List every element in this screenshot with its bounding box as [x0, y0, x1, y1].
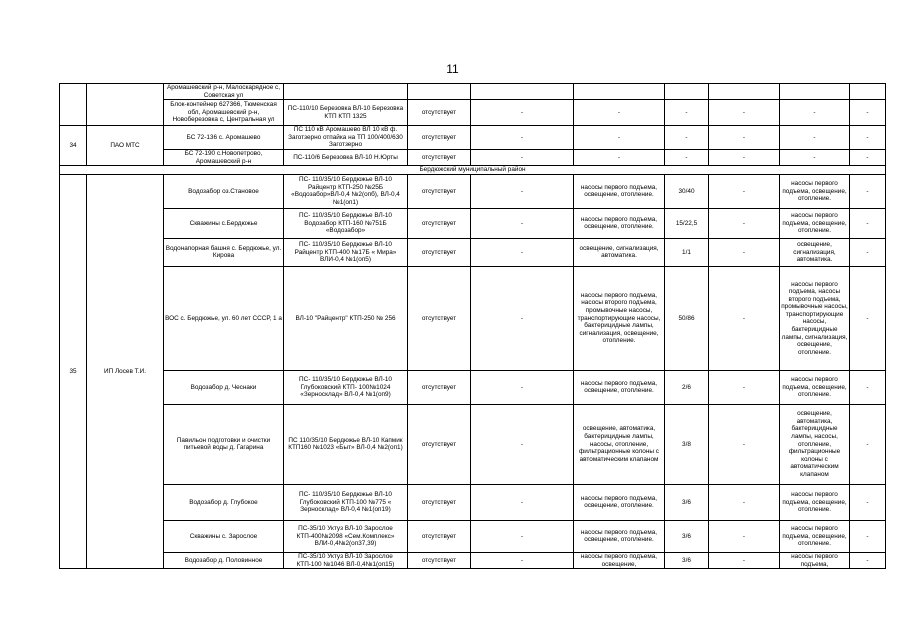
- col9-cell: -: [709, 484, 780, 520]
- col11-cell: -: [850, 174, 886, 208]
- power-cell: 50/86: [665, 266, 709, 370]
- col11-cell: -: [850, 484, 886, 520]
- col6-cell: [471, 84, 574, 100]
- equipment-cell: освещение, сигнализация, автоматика.: [574, 238, 665, 266]
- reserve-cell: отсутствует: [408, 484, 471, 520]
- source-cell: ПС- 110/35/10 Бердюжье ВЛ-10 Райцентр КТП-250 №25Б «Водозабор»ВЛ-0,4 №2(опб), ВЛ-0,4 №1(оп1): [284, 174, 408, 208]
- col11-cell: -: [850, 238, 886, 266]
- table-row: [60, 370, 886, 404]
- col11-cell: -: [850, 370, 886, 404]
- row-number-cell: 35: [60, 174, 87, 568]
- table-row: [60, 208, 886, 238]
- equipment-cell: [574, 84, 665, 100]
- source-cell: ПС-110/6 Березовка ВЛ-10 Н.Юрты: [284, 150, 408, 166]
- col6-cell: -: [471, 174, 574, 208]
- col9-cell: [709, 84, 780, 100]
- col6-cell: -: [471, 404, 574, 484]
- col11-cell: -: [850, 266, 886, 370]
- source-cell: ПС- 110/35/10 Бердюжье ВЛ-10 Глубоковский КТП-100 №775 « Зерносклад» ВЛ-0,4 №1(оп19): [284, 484, 408, 520]
- col9-cell: -: [709, 520, 780, 552]
- source-cell: ПС- 110/35/10 Бердюжье ВЛ-10 Водозабор КТП-160 №751Б «Водозабор»: [284, 208, 408, 238]
- object-cell: Скважины с.Бердюжье: [164, 208, 284, 238]
- equipment-cell: насосы первого подъема, освещение, отопление.: [574, 484, 665, 520]
- equipment-cell: насосы первого подъема, освещение, отопление.: [574, 208, 665, 238]
- object-cell: БС 72-136 с. Аромашево: [164, 126, 284, 150]
- equipment-cell: освещение, автоматика, бактерицидные лампы, насосы, отопление, фильтрационные колоны с автоматическим клапаном: [574, 404, 665, 484]
- reserve-cell: отсутствует: [408, 208, 471, 238]
- consumers-cell: [780, 84, 850, 100]
- source-cell: ПС- 110/35/10 Бердюжье ВЛ-10 Глубоковский КТП- 100№1024 «Зерносклад» ВЛ-0,4 №1(оп9): [284, 370, 408, 404]
- owner-cell: ПАО МТС: [87, 126, 164, 166]
- object-cell: Водозабор д. Половинное: [164, 552, 284, 568]
- reserve-cell: отсутствует: [408, 404, 471, 484]
- col9-cell: -: [709, 174, 780, 208]
- col6-cell: -: [471, 552, 574, 568]
- col6-cell: -: [471, 208, 574, 238]
- source-cell: ПС 110/35/10 Бердюжье ВЛ-10 Капмик КТП160 №1023 «Быт» ВЛ-0,4 №2(оп1): [284, 404, 408, 484]
- object-cell: Водозабор д. Глубокое: [164, 484, 284, 520]
- object-cell: Водонапорная башня с. Бердюжье, ул. Кирова: [164, 238, 284, 266]
- table-row: [60, 266, 886, 370]
- col11-cell: -: [850, 150, 886, 166]
- consumers-cell: освещение, сигнализация, автоматика.: [780, 238, 850, 266]
- power-cell: 1/1: [665, 238, 709, 266]
- col11-cell: -: [850, 126, 886, 150]
- page-number: 11: [446, 62, 459, 76]
- consumers-cell: освещение, автоматика, бактерицидные лампы, насосы, отопление, фильтрационные колоны с автоматическим клапаном: [780, 404, 850, 484]
- object-cell: Аромашевский р-н, Малоскарядное с, Советская ул: [164, 84, 284, 100]
- power-cell: -: [665, 126, 709, 150]
- col6-cell: -: [471, 238, 574, 266]
- source-cell: ПС- 110/35/10 Бердюжье ВЛ-10 Райцентр КТП-400 №17Б « Мира» ВЛИ-0,4 №1(оп5): [284, 238, 408, 266]
- source-cell: ВЛ-10 "Райцентр" КТП-250 № 256: [284, 266, 408, 370]
- district-title: Бердюжский муниципальный район: [60, 166, 886, 175]
- equipment-cell: -: [574, 100, 665, 126]
- consumers-cell: насосы первого подъема, освещение, отопление.: [780, 208, 850, 238]
- consumers-cell: насосы первого подъема, освещение, отопление.: [780, 370, 850, 404]
- col9-cell: -: [709, 552, 780, 568]
- reserve-cell: отсутствует: [408, 370, 471, 404]
- reserve-cell: отсутствует: [408, 100, 471, 126]
- col11-cell: -: [850, 404, 886, 484]
- source-cell: ПС 110 кВ Аромашево ВЛ 10 кВ ф. Заготзерно отпайка на ТП 100/400/630 Заготзерно: [284, 126, 408, 150]
- power-cell: 2/6: [665, 370, 709, 404]
- col6-cell: -: [471, 520, 574, 552]
- object-cell: Блок-контейнер 627366, Тюменская обл, Аромашевский р-н, Новоберезовка с, Центральная ул: [164, 100, 284, 126]
- power-supply-table: [59, 83, 886, 569]
- power-cell: 3/6: [665, 552, 709, 568]
- table-row: [60, 520, 886, 552]
- table-row: [60, 404, 886, 484]
- reserve-cell: отсутствует: [408, 174, 471, 208]
- source-cell: ПС-110/10 Березовка ВЛ-10 Березовка КТП КТП 1325: [284, 100, 408, 126]
- power-cell: 3/6: [665, 484, 709, 520]
- reserve-cell: отсутствует: [408, 150, 471, 166]
- power-cell: 3/8: [665, 404, 709, 484]
- table-row: [60, 484, 886, 520]
- consumers-cell: насосы первого подъема, освещение, отопление.: [780, 174, 850, 208]
- consumers-cell: насосы первого подъема, освещение, отопление.: [780, 484, 850, 520]
- source-cell: [284, 84, 408, 100]
- col11-cell: -: [850, 552, 886, 568]
- consumers-cell: -: [780, 150, 850, 166]
- reserve-cell: отсутствует: [408, 126, 471, 150]
- object-cell: Скважины с. Зарослое: [164, 520, 284, 552]
- consumers-cell: насосы первого подъема,: [780, 552, 850, 568]
- col9-cell: -: [709, 208, 780, 238]
- equipment-cell: насосы первого подъема, освещение, отопление.: [574, 370, 665, 404]
- col9-cell: -: [709, 126, 780, 150]
- col11-cell: -: [850, 520, 886, 552]
- power-cell: 30/40: [665, 174, 709, 208]
- power-cell: [665, 84, 709, 100]
- table-row: [60, 84, 886, 100]
- table-row: [60, 126, 886, 150]
- consumers-cell: -: [780, 126, 850, 150]
- reserve-cell: отсутствует: [408, 266, 471, 370]
- equipment-cell: насосы первого подъема, освещение, отопление.: [574, 174, 665, 208]
- consumers-cell: насосы первого подъема, освещение, отопление.: [780, 520, 850, 552]
- col11-cell: -: [850, 100, 886, 126]
- col6-cell: -: [471, 370, 574, 404]
- consumers-cell: -: [780, 100, 850, 126]
- object-cell: Водозабор оз.Становое: [164, 174, 284, 208]
- consumers-cell: насосы первого подъема, насосы второго подъема, промывочные насосы, транспортирующие насосы, бактерицидные лампы, сигнализация, освещение, отопление.: [780, 266, 850, 370]
- col9-cell: -: [709, 100, 780, 126]
- col6-cell: -: [471, 484, 574, 520]
- col6-cell: -: [471, 150, 574, 166]
- power-cell: -: [665, 150, 709, 166]
- table-row: [60, 174, 886, 208]
- col6-cell: -: [471, 100, 574, 126]
- object-cell: Павильон подготовки и очистки питьевой воды д. Гагарина: [164, 404, 284, 484]
- power-cell: 15/22,5: [665, 208, 709, 238]
- source-cell: ПС-35/10 Уктуз ВЛ-10 Зарослое КТП-400№2098 «Сем.Комплекс» ВЛИ-0,4№2(оп37,39): [284, 520, 408, 552]
- owner-cell: [87, 84, 164, 126]
- reserve-cell: отсутствует: [408, 238, 471, 266]
- row-number-cell: [60, 84, 87, 126]
- reserve-cell: отсутствует: [408, 520, 471, 552]
- col6-cell: -: [471, 266, 574, 370]
- object-cell: ВОС с. Бердюжье, ул. 60 лет СССР, 1 а: [164, 266, 284, 370]
- reserve-cell: [408, 84, 471, 100]
- power-cell: 3/6: [665, 520, 709, 552]
- table-row: [60, 150, 886, 166]
- equipment-cell: насосы первого подъема, освещение,: [574, 552, 665, 568]
- table-row: [60, 552, 886, 568]
- col11-cell: -: [850, 208, 886, 238]
- equipment-cell: -: [574, 150, 665, 166]
- row-number-cell: 34: [60, 126, 87, 166]
- object-cell: БС 72-190 с.Новопетрово, Аромашевский р-н: [164, 150, 284, 166]
- col9-cell: -: [709, 238, 780, 266]
- power-cell: -: [665, 100, 709, 126]
- col9-cell: -: [709, 370, 780, 404]
- object-cell: Водозабор д. Чеснаки: [164, 370, 284, 404]
- district-row: [60, 166, 886, 175]
- equipment-cell: насосы первого подъема, освещение, отопление.: [574, 520, 665, 552]
- col9-cell: -: [709, 404, 780, 484]
- source-cell: ПС-35/10 Уктуз ВЛ-10 Зарослое КТП-100 №1046 ВЛ-0,4№1(оп15): [284, 552, 408, 568]
- col6-cell: -: [471, 126, 574, 150]
- table-row: [60, 238, 886, 266]
- table-row: [60, 100, 886, 126]
- reserve-cell: отсутствует: [408, 552, 471, 568]
- col9-cell: -: [709, 266, 780, 370]
- equipment-cell: -: [574, 126, 665, 150]
- owner-cell: ИП Лосев Т.И.: [87, 174, 164, 568]
- col9-cell: -: [709, 150, 780, 166]
- equipment-cell: насосы первого подъема, насосы второго подъема, промывочные насосы, транспортирующие насосы, бактерицидные лампы, сигнализация, освещение, отопление.: [574, 266, 665, 370]
- col11-cell: [850, 84, 886, 100]
